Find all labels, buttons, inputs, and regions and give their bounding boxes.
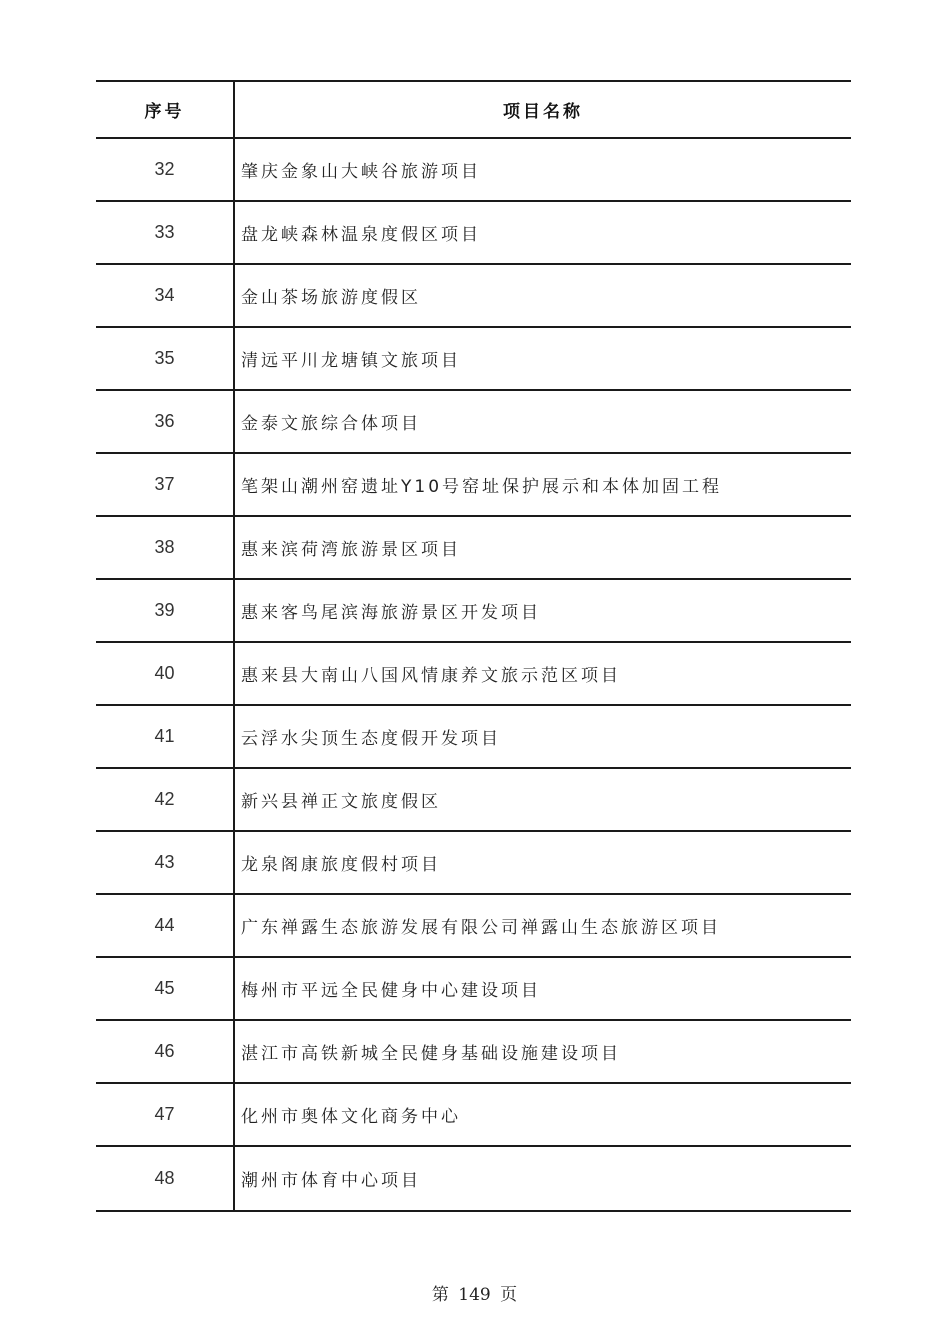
table-row	[96, 328, 851, 391]
serial-number-cell: 47	[96, 1084, 235, 1145]
table-row	[96, 643, 851, 706]
table-row	[96, 769, 851, 832]
table-row	[96, 1147, 851, 1210]
project-name-cell: 化州市奥体文化商务中心	[241, 1107, 461, 1127]
table-row	[96, 1021, 851, 1084]
project-name-cell: 惠来县大南山八国风情康养文旅示范区项目	[241, 666, 621, 686]
table-row	[96, 1084, 851, 1147]
table-row	[96, 580, 851, 643]
project-name-cell: 盘龙峡森林温泉度假区项目	[241, 225, 481, 245]
serial-number-cell: 37	[96, 454, 235, 515]
table-row	[96, 706, 851, 769]
serial-number-cell: 45	[96, 958, 235, 1019]
project-name-cell: 广东禅露生态旅游发展有限公司禅露山生态旅游区项目	[241, 918, 721, 938]
project-name-cell: 潮州市体育中心项目	[241, 1171, 421, 1191]
serial-number-cell: 44	[96, 895, 235, 956]
table-row	[96, 391, 851, 454]
table-row	[96, 454, 851, 517]
project-name-cell: 金山茶场旅游度假区	[241, 288, 421, 308]
table-row	[96, 517, 851, 580]
table-row	[96, 895, 851, 958]
serial-number-cell: 41	[96, 706, 235, 767]
serial-number-cell: 34	[96, 265, 235, 326]
serial-number-cell: 32	[96, 139, 235, 200]
serial-number-cell: 36	[96, 391, 235, 452]
header-project-name: 项目名称	[503, 102, 583, 122]
table-row	[96, 958, 851, 1021]
page-number: 第 149 页	[431, 1285, 518, 1305]
serial-number-cell: 42	[96, 769, 235, 830]
table-row	[96, 139, 851, 202]
project-name-cell: 惠来滨荷湾旅游景区项目	[241, 540, 461, 560]
serial-number-cell: 43	[96, 832, 235, 893]
project-table	[96, 80, 851, 1212]
header-serial-number: 序号	[96, 82, 235, 137]
project-name-cell: 惠来客鸟尾滨海旅游景区开发项目	[241, 603, 541, 623]
project-name-cell: 龙泉阁康旅度假村项目	[241, 855, 441, 875]
serial-number-cell: 38	[96, 517, 235, 578]
project-name-cell: 云浮水尖顶生态度假开发项目	[241, 729, 501, 749]
table-row	[96, 202, 851, 265]
project-name-cell: 肇庆金象山大峡谷旅游项目	[241, 162, 481, 182]
table-header-row	[96, 82, 851, 139]
table-row	[96, 832, 851, 895]
project-name-cell: 金泰文旅综合体项目	[241, 414, 421, 434]
project-name-cell: 笔架山潮州窑遗址Y10号窑址保护展示和本体加固工程	[241, 477, 723, 497]
serial-number-cell: 48	[96, 1147, 235, 1210]
serial-number-cell: 46	[96, 1021, 235, 1082]
project-name-cell: 清远平川龙塘镇文旅项目	[241, 351, 461, 371]
project-name-cell: 梅州市平远全民健身中心建设项目	[241, 981, 541, 1001]
project-name-cell: 湛江市高铁新城全民健身基础设施建设项目	[241, 1044, 621, 1064]
serial-number-cell: 39	[96, 580, 235, 641]
serial-number-cell: 40	[96, 643, 235, 704]
serial-number-cell: 33	[96, 202, 235, 263]
table-row	[96, 265, 851, 328]
serial-number-cell: 35	[96, 328, 235, 389]
project-name-cell: 新兴县禅正文旅度假区	[241, 792, 441, 812]
